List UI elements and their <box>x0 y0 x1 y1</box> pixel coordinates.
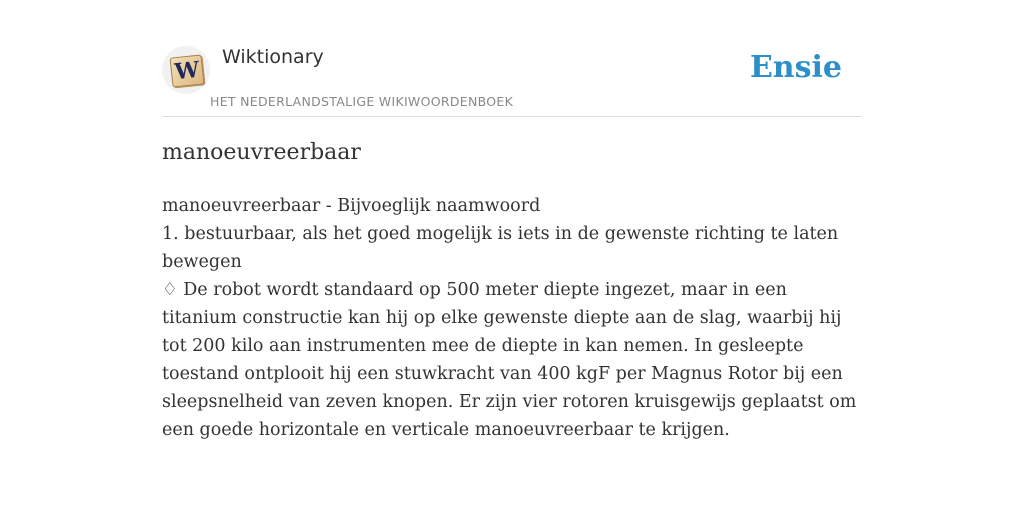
example-sentence: ♢ De robot wordt standaard op 500 meter diepte ingezet, maar in een titanium constructie kan hij op elke gewenste diepte aan de slag, waarbij hij tot 200 kilo aan instrumenten mee de diepte in kan nemen. In gesleepte toestand ontplooit hij een stuwkracht van 400 kgF per Magnus Rotor bij een sleepsnelheid van zeven knopen. Er zijn vier rotoren kruisgewijs geplaatst om een goede horizontale en verticale manoeuvreerbaar te krijgen. <box>162 280 857 440</box>
site-name[interactable]: Wiktionary <box>222 46 324 68</box>
ensie-brand-link[interactable]: Ensie <box>749 50 842 85</box>
entry-body <box>162 192 862 444</box>
site-header <box>162 44 862 117</box>
logo-tile-icon: W <box>170 54 205 87</box>
definition: 1. bestuurbaar, als het goed mogelijk is iets in de gewenste richting te laten bewegen <box>162 224 839 272</box>
word-class-line: manoeuvreerbaar - Bijvoeglijk naamwoord <box>162 196 541 216</box>
site-subtitle: HET NEDERLANDSTALIGE WIKIWOORDENBOEK <box>210 94 514 109</box>
page-title: manoeuvreerbaar <box>162 140 361 165</box>
wiktionary-logo[interactable] <box>162 46 210 94</box>
